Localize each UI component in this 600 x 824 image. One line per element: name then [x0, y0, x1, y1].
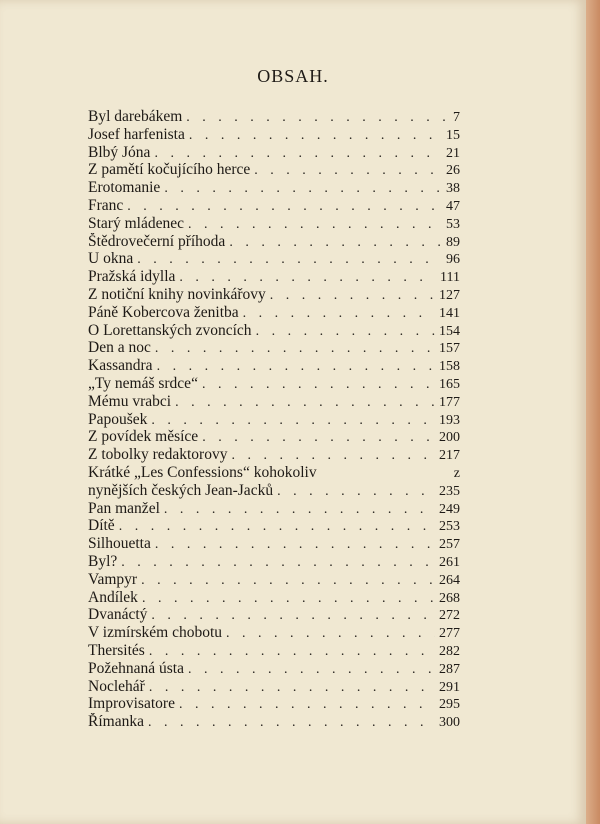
toc-entry: [88, 553, 460, 571]
toc-entry: [88, 589, 460, 607]
toc-entry-page-number: 47: [446, 198, 460, 214]
toc-entry: [88, 571, 460, 589]
dot-leader: [231, 447, 435, 464]
dot-leader: [137, 251, 442, 268]
toc-entry-page-number: 287: [439, 661, 460, 677]
toc-entry-page-number: 141: [439, 305, 460, 321]
dot-leader: [243, 305, 435, 322]
toc-entry-page-number: 127: [439, 287, 460, 303]
dot-leader: [149, 679, 435, 696]
toc-entry-title: Pan manžel: [88, 499, 160, 517]
toc-entry: [88, 606, 460, 624]
dot-leader: [149, 643, 435, 660]
toc-entry-page-number: 295: [439, 697, 460, 713]
toc-entry-page-number: 200: [439, 430, 460, 446]
toc-entry: [88, 268, 460, 286]
dot-leader: [186, 109, 449, 126]
toc-entry: [88, 535, 460, 553]
toc-entry: [88, 500, 460, 518]
toc-entry-page-number: 253: [439, 519, 460, 535]
toc-entry-title: Dvanáctý: [88, 606, 148, 624]
dot-leader: [188, 661, 435, 678]
toc-entry-page-number: 53: [446, 216, 460, 232]
page-edge: [586, 0, 600, 824]
toc-entry-title: Byl darebákem: [88, 108, 183, 125]
toc-entry: [88, 411, 460, 429]
dot-leader: [226, 625, 435, 642]
toc-entry-title: Blbý Jóna: [88, 143, 151, 161]
toc-entry-title: Noclehář: [88, 677, 145, 695]
dot-leader: [119, 518, 435, 535]
toc-entry-page-number: 154: [439, 323, 460, 339]
toc-entry: [88, 197, 460, 215]
dot-leader: [148, 714, 435, 731]
toc-entry: [88, 339, 460, 357]
toc-entry-title: „Ty nemáš srdce“: [88, 374, 198, 392]
toc-entry-title: U okna: [88, 250, 134, 268]
toc-entry-page-number: 261: [439, 554, 460, 570]
dot-leader: [154, 145, 442, 162]
toc-entry-page-number: 268: [439, 590, 460, 606]
dot-leader: [256, 323, 435, 340]
dot-leader: [179, 269, 436, 286]
toc-entry-title: Páně Kobercova ženitba: [88, 303, 239, 321]
toc-entry: [88, 233, 460, 251]
toc-entry-title: Den a noc: [88, 339, 151, 357]
toc-entry-title: Thersités: [88, 641, 145, 659]
toc-entry-title: Z pamětí kočujícího herce: [88, 161, 251, 179]
toc-entry-title: Improvisatore: [88, 695, 175, 713]
toc-entry-title: Josef harfenista: [88, 125, 185, 143]
toc-entry: [88, 108, 460, 126]
toc-entry-title: Z notiční knihy novinkářovy: [88, 285, 266, 303]
toc-entry-page-number: 26: [446, 163, 460, 179]
toc-entry: [88, 678, 460, 696]
toc-entry-page-number: 300: [439, 715, 460, 731]
toc-entry-title: Kassandra: [88, 357, 153, 375]
contents-heading: OBSAH.: [257, 66, 329, 86]
toc-entry: [88, 713, 460, 731]
toc-entry: [88, 215, 460, 233]
toc-entry-page-number: 277: [439, 626, 460, 642]
toc-entry-title: Mému vrabci: [88, 392, 172, 410]
dot-leader: [277, 483, 435, 500]
toc-entry-page-number: 257: [439, 537, 460, 553]
toc-entry: [88, 393, 460, 411]
dot-leader: [164, 501, 435, 518]
toc-entry-title: Erotomanie: [88, 179, 161, 197]
toc-entry: [88, 482, 460, 500]
toc-entry-page-number: 96: [446, 252, 460, 268]
toc-entry-page-number: 217: [439, 448, 460, 464]
toc-entry-title: nynějších českých Jean-Jacků: [88, 481, 274, 499]
toc-entry-title: Starý mládenec: [88, 214, 184, 232]
toc-entry-title: Dítě: [88, 517, 115, 535]
toc-entry-page-number: 235: [439, 483, 460, 499]
toc-entry-page-number: 21: [446, 145, 460, 161]
dot-leader: [188, 216, 442, 233]
dot-leader: [175, 394, 435, 411]
toc-entry-title: Papoušek: [88, 410, 148, 428]
toc-entry: [88, 375, 460, 393]
dot-leader: [202, 429, 435, 446]
toc-entry-title: Pražská idylla: [88, 268, 176, 286]
toc-entry-title: Byl?: [88, 552, 118, 570]
toc-entry: [88, 446, 460, 464]
toc-entry: [88, 695, 460, 713]
toc-entry: [88, 517, 460, 535]
toc-entry-page-number: 264: [439, 572, 460, 588]
dot-leader: [254, 162, 442, 179]
toc-entry: [88, 161, 460, 179]
toc-entry: [88, 322, 460, 340]
toc-entry: [88, 660, 460, 678]
toc-entry-title-part: Krátké „Les Confessions“ kohokoliv: [88, 463, 317, 481]
dot-leader: [127, 198, 442, 215]
toc-entry-title: O Lorettanských zvoncích: [88, 321, 252, 339]
toc-entry: [88, 357, 460, 375]
toc-entry-title: Vampyr: [88, 570, 138, 588]
toc-entry: [88, 126, 460, 144]
dot-leader: [164, 180, 442, 197]
toc-entry: [88, 286, 460, 304]
toc-entry-title: Silhouetta: [88, 535, 151, 553]
toc-entry-page-number: 249: [439, 501, 460, 517]
toc-entry: [88, 250, 460, 268]
dot-leader: [151, 607, 435, 624]
toc-entry-first-line: [88, 464, 460, 482]
dot-leader: [142, 590, 435, 607]
toc-entry-page-number: 7: [453, 110, 460, 125]
toc-entry: [88, 642, 460, 660]
toc-entry-page-number: 193: [439, 412, 460, 428]
dot-leader: [157, 358, 435, 375]
toc-entry-page-number: 15: [446, 127, 460, 143]
toc-entry-title: Štědrovečerní příhoda: [88, 232, 226, 250]
toc-entry-page-number: 111: [440, 270, 460, 286]
dot-leader: [141, 572, 435, 589]
dot-leader: [270, 287, 435, 304]
toc-entry: [88, 144, 460, 162]
toc-entry-page-number: 291: [439, 679, 460, 695]
dot-leader: [229, 234, 442, 251]
toc-entry-page-number: 165: [439, 376, 460, 392]
dot-leader: [151, 412, 435, 429]
toc-entry-page-number: 158: [439, 359, 460, 375]
dot-leader: [202, 376, 435, 393]
toc-entry-page-number: 282: [439, 643, 460, 659]
dot-leader: [155, 340, 435, 357]
toc-entry: [88, 179, 460, 197]
dot-leader: [155, 536, 435, 553]
toc-entry-title-part: z: [453, 465, 460, 481]
dot-leader: [179, 696, 435, 713]
toc-entry-page-number: 157: [439, 341, 460, 357]
toc-entry-page-number: 177: [439, 394, 460, 410]
toc-entry-page-number: 272: [439, 608, 460, 624]
toc-entry-title: Římanka: [88, 713, 144, 731]
toc-entry-page-number: 38: [446, 181, 460, 197]
toc-entry-page-number: 89: [446, 234, 460, 250]
dot-leader: [121, 554, 435, 571]
toc-entry: [88, 624, 460, 642]
toc-entry: [88, 428, 460, 446]
toc-entry-title: Požehnaná ústa: [88, 659, 184, 677]
toc-entry-title: Franc: [88, 196, 124, 214]
toc-entry: [88, 304, 460, 322]
toc-entry-title: V izmírském chobotu: [88, 624, 223, 642]
toc-entry-title: Z tobolky redaktorovy: [88, 446, 228, 464]
table-of-contents: [88, 108, 460, 731]
toc-entry-title: Z povídek měsíce: [88, 428, 199, 446]
dot-leader: [189, 127, 442, 144]
toc-entry-title: Andílek: [88, 588, 138, 606]
